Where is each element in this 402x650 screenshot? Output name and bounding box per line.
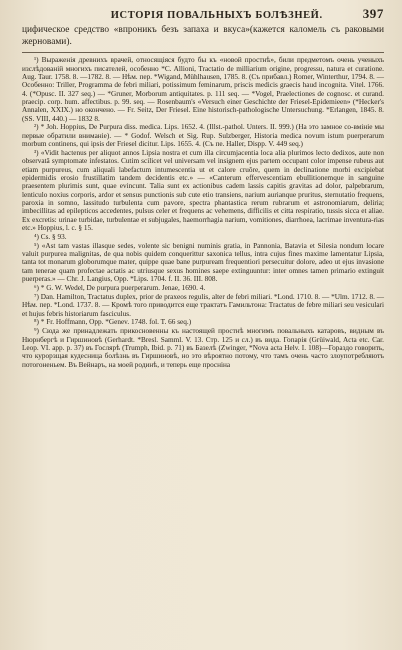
- footnote-4: ⁴) Cs. § 93.: [34, 232, 67, 241]
- footnote-divider: [22, 52, 384, 53]
- footnote-8: ⁸) * Fr. Hoffmann, Opp. *Genev. 1748. fol. T. 66 seq.): [34, 318, 192, 327]
- footnote-5: ⁵) «Ast tam vastas illasque sedes, volente sic benigni numinis gratia, in Pannonia, Batavia et Silesia nondum locare valuit purpurea malignitas, de qua nobis quidem conquerittur saxonica tellus, intra cujus fines maxime lamentatur Lipsia, tanta tot monarum globorumque mater, quippe quae bane purpuream frequentiori persecuitur dolore, adeo ut ejus invasione tam tenerae quam profectae actatis ac utriusque sexus homines saepe extinguuntur: inter omnes tamen primario extinguit puerperas.» — Chr. J. Langius, Opp. *Lips. 1704. f. II. 36. III. 808.: [22, 241, 384, 284]
- footnote-2: ²) * Joh. Hoppius, De Purpura diss. medica. Lips. 1652. 4. (Illst.-pathol. Unters. II. 999.) (На это замное со-вмініе мы первые обратили вниманіе). — * Godof. Welsch et Sig. Rup. Sulzberger, Historia medica novum istum puerperarum morbum continens, qui ipsis der Friesel dicitur. Lips. 1655. 4. (Съ пе. Haller, Dispp. V. 449 seq.): [22, 123, 384, 149]
- footnote-3: ³) «Vidit hactenus per aliquot annos Lipsia nostra et cum illa circumjacentia loca alia plurimos lecto dedixos, aute non observatâ symptomate infestatos. Cutim scilicet vel universam vel insignem ejus partem occupant color impense rubeus aut etiam purpureus, cum aliquali labefactum intumescentia ut et calore cruôre, quem in declinatione morbi excipiebat epidermidis erosio frustillatim tandem decidentis etc.» — «Canterum effervescentiam ebullitionemque in sanguine praesentem plurimis sunt, quae evincunt. Talia sunt ex actionibus cadem lassis capitis gravitas ad dolor, palpebrarum, lenticulo noxius corporis, ardor et sensus punctionis sub cute etio transiens, narium aurianque pruritus, sternutatio frequens, paroxia in somno, lassitudo turbulenta cum pavore, spectra phantastica rerum rubrarum et astronomiarum, deliria; imbecillitas ad epilepticos accedentes, pulsus celer et frequens ac vehemens, difficilis et citta respiratio, tussis sicca et aliae. Ex excretis: urinae turbidae, turbulentae et subjugales, haemorrhagia narium, vomitiones, diarrhoea, lacrimae inventura-rias etc.» Hoppius, l. c. § 15.: [22, 148, 384, 233]
- footnote-9: ⁹) Сюда же принадлежать прикосновенны къ настоящей простнѣ многимъ повальныхъ катаровъ, видным въ Нюрнбергѣ и Гиршиновѣ (Gerhardt. *Bresl. Samml. V. 13. Стр. 125 и сл.) въ вида. Гопарія (Grüiwald, Acta etc. Car. Leop. VI. app. p. 37) въ Гослярѣ (Trumph, Ibid. p. 71) въ Базелѣ (Zwinger, *Nova acta Helv. I. 108)—Гораздо говорить, что курорзщая кудесница болѣзнь въ Гиршиновѣ, но это вѣроятно потому, что тамъ очень часто злоупотребляютъ потогоненьем. Въ Вейнаръ, на моей родинѣ, и теперь еще просніна: [22, 327, 384, 369]
- running-header: [22, 6, 384, 23]
- footnote-1: ¹) Выраженія древнихъ врачей, относящіяся будто бы къ «новой простнѣ», били предметомъ очень ученыхъ изслѣдованій многихъ писателей, особенно *C. Allioni, Tractatio de milliarium origine, progressu, natura et curatione. Aug. Taur. 1758. 8. —1782. 8. — Нѣм. пер. *Wigand, Mühlhausen, 1785. 8. (Съ прибавл.) Romer, Winterthur, 1794. 8. — Особенно: Triller, Programma de febri miliari, potissimum feminarum, priscis medicis graecis haud incognita. Vitel. 1766. 4. (*Opusc. II. 327 seq.) — *Gruner, Morborum antiquitates. p. 111 seq. — *Vogel, Praelectiones de cognosc. et curand. praecip. corp. hum. affectibus. p. 99. seq. — Rosenbaum's «Versuch einer Geschichte der Friesel-Epidemieen» (*Hecker's Annalen, XXIX.) но окончено. — Fr. Seitz, Der Friesel. Eine historisch-pathologische Untersuchung. *Erlangen, 1845. 8. (SS. VIII, 440.) — 1832 8.: [22, 56, 384, 123]
- footnotes: [22, 56, 384, 369]
- body-text: цифическое средство «впроникъ безъ запаха и вкуса»(кажется каломель съ раковыми жерновами).: [22, 25, 384, 47]
- footnote-6: ⁶) * G. W. Wedel, De purpura puerperarum. Jenae, 1690. 4.: [34, 283, 206, 292]
- running-title: ИСТОРІЯ ПОВАЛЬНЫХЪ БОЛѢЗНЕЙ.: [110, 10, 323, 21]
- page-number: 397: [362, 6, 384, 21]
- footnote-7: ⁷) Dan. Hamilton, Tractatus duplex, prior de praxeos regulis, alter de febri miliari. *Lond. 1710. 8. — *Ulm. 1712. 8. — Нѣм. пер. *Lond. 1737. 8. — Кромѣ того приводится еще трактатъ Гамильтона: Tractatus de febre miliari seu vesiculari et hujus febris historiarum fasciculus.: [22, 292, 384, 318]
